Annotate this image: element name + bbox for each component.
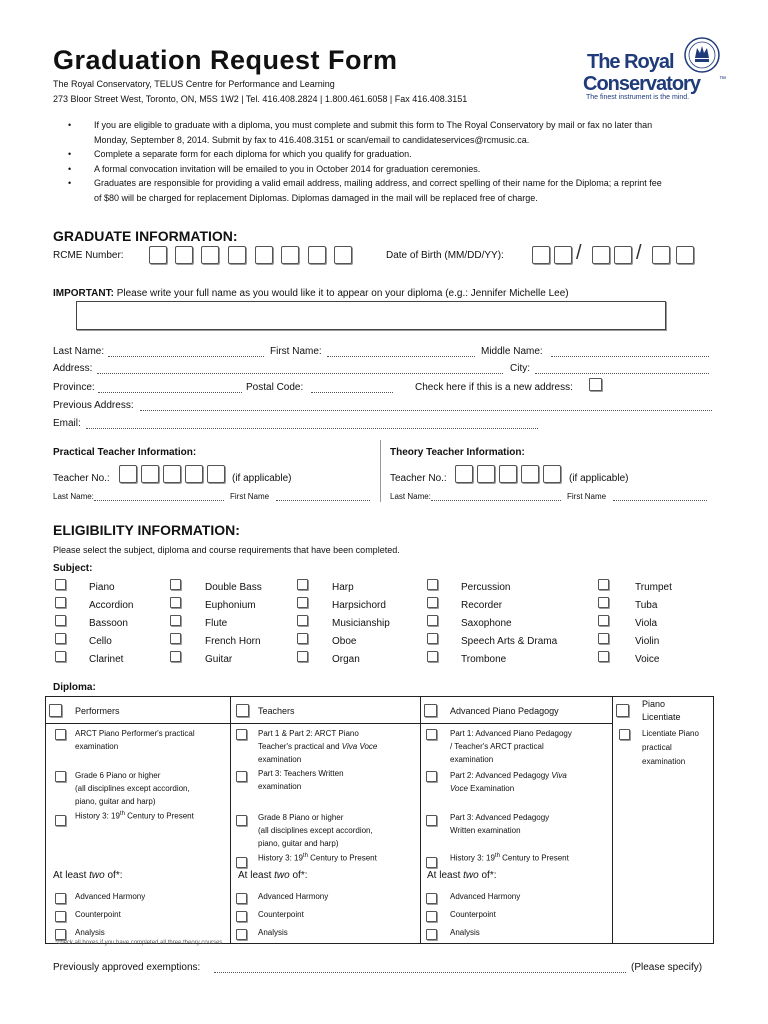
history-sup: th [494, 853, 500, 859]
teachers-req-text: Teacher's practical and [258, 742, 342, 751]
rcme-digit-box[interactable] [175, 246, 193, 264]
pedagogy-checkbox[interactable] [424, 704, 437, 717]
theory-last-name-label: Last Name: [390, 492, 431, 501]
subject-checkbox[interactable] [427, 597, 438, 608]
logo-tm: ™ [719, 76, 726, 83]
practical-last-name-field[interactable] [94, 500, 224, 501]
theory-checkbox[interactable] [236, 893, 247, 904]
theory-option: Counterpoint [75, 910, 121, 919]
teacher-digit-box[interactable] [185, 465, 203, 483]
bullet-item: • A formal convocation invitation will be emailed to you in October 2014 for graduation ceremonies. [78, 162, 662, 177]
rcme-digit-box[interactable] [281, 246, 299, 264]
logo [583, 38, 733, 108]
theory-checkbox[interactable] [55, 893, 66, 904]
subject-label-item: Flute [205, 618, 228, 629]
last-name-label: Last Name: [53, 346, 105, 357]
subject-label-item: Oboe [332, 636, 357, 647]
history-text: Century to Present [124, 811, 194, 821]
pedagogy-req-checkbox[interactable] [426, 815, 437, 826]
subject-label-item: Speech Arts & Drama [461, 636, 558, 647]
subject-checkbox[interactable] [55, 615, 66, 626]
bullet-item: • Complete a separate form for each diploma for which you qualify for graduation. [78, 147, 662, 162]
history-sup: th [302, 853, 308, 859]
subject-checkbox[interactable] [170, 597, 181, 608]
subject-checkbox[interactable] [598, 579, 609, 590]
subject-label-item: Euphonium [205, 600, 256, 611]
subject-label-item: Trumpet [635, 582, 672, 593]
pedagogy-req-italic: Voce [450, 784, 468, 793]
exemptions-field[interactable] [214, 972, 626, 973]
subject-label-item: Harpsichord [332, 600, 386, 611]
teachers-req [258, 727, 377, 766]
instructions-list [78, 118, 662, 205]
address-label: Address: [53, 363, 93, 374]
subject-checkbox[interactable] [427, 579, 438, 590]
teacher-digit-box[interactable] [163, 465, 181, 483]
at-least-performers [53, 870, 123, 882]
performers-checkbox[interactable] [49, 704, 62, 717]
pedagogy-req-line: Written examination [450, 826, 521, 835]
subject-checkbox[interactable] [170, 615, 181, 626]
pedagogy-req [450, 769, 567, 795]
theory-first-name-field[interactable] [613, 500, 707, 501]
teachers-req-checkbox[interactable] [236, 857, 247, 868]
theory-option: Analysis [258, 928, 288, 937]
diploma-col-divider [612, 696, 613, 944]
dob-digit-box[interactable] [554, 246, 572, 264]
history-text: Century to Present [307, 853, 377, 863]
dob-digit-box[interactable] [676, 246, 694, 264]
subject-checkbox[interactable] [427, 615, 438, 626]
teachers-req-line: Part 1 & Part 2: ARCT Piano [258, 729, 359, 738]
theory-option: Analysis [450, 928, 480, 937]
exemptions-suffix: (Please specify) [631, 962, 703, 973]
teacher-digit-box[interactable] [477, 465, 495, 483]
subject-label: Subject: [53, 563, 93, 574]
performers-req-line: piano, guitar and harp) [75, 797, 156, 806]
performers-req [75, 727, 195, 753]
full-name-box[interactable] [76, 301, 666, 330]
at-least-text: of*: [104, 870, 123, 881]
history-text: History 3: 19 [258, 853, 303, 863]
teachers-req-line: piano, guitar and harp) [258, 839, 339, 848]
at-least-teachers [238, 870, 308, 882]
pedagogy-req-line: / Teacher's ARCT practical [450, 742, 544, 751]
crest-icon [683, 36, 721, 74]
history-text: Century to Present [499, 853, 569, 863]
subject-label-item: Piano [89, 582, 115, 593]
performers-req-line: Grade 6 Piano or higher [75, 771, 161, 780]
at-least-text: At least [53, 870, 90, 881]
address-field[interactable] [97, 373, 503, 374]
city-label: City: [510, 363, 530, 374]
subject-checkbox[interactable] [55, 579, 66, 590]
subject-label-item: Percussion [461, 582, 511, 593]
pedagogy-req [450, 853, 569, 863]
theory-option: Advanced Harmony [258, 892, 329, 901]
new-address-label: Check here if this is a new address: [415, 382, 573, 393]
postal-code-label: Postal Code: [246, 382, 304, 393]
theory-teacher-no-label: Teacher No.: [390, 473, 447, 484]
practical-teacher-no-label: Teacher No.: [53, 473, 110, 484]
subject-checkbox[interactable] [170, 633, 181, 644]
province-field[interactable] [98, 392, 242, 393]
at-least-italic: two [89, 870, 105, 881]
subject-checkbox[interactable] [598, 651, 609, 662]
subject-checkbox[interactable] [297, 633, 308, 644]
licentiate-req [642, 727, 699, 769]
dob-digit-box[interactable] [532, 246, 550, 264]
subject-label-item: Voice [635, 654, 660, 665]
subject-checkbox[interactable] [297, 579, 308, 590]
theory-option: Advanced Harmony [75, 892, 146, 901]
subject-checkbox[interactable] [55, 633, 66, 644]
subject-checkbox[interactable] [598, 597, 609, 608]
dob-digit-box[interactable] [592, 246, 610, 264]
theory-checkbox[interactable] [236, 929, 247, 940]
dob-digit-box[interactable] [614, 246, 632, 264]
pedagogy-req-line [450, 782, 567, 795]
rcme-label: RCME Number: [53, 250, 124, 261]
teachers-req [258, 853, 377, 863]
subject-checkbox[interactable] [170, 651, 181, 662]
practical-if-applicable: (if applicable) [232, 473, 292, 484]
teacher-digit-box[interactable] [207, 465, 225, 483]
subject-label-item: Double Bass [205, 582, 262, 593]
theory-checkbox[interactable] [236, 911, 247, 922]
history-sup: th [119, 811, 125, 817]
subject-label-item: Organ [332, 654, 360, 665]
subject-checkbox[interactable] [170, 579, 181, 590]
diploma-col-divider [420, 696, 421, 944]
previous-address-label: Previous Address: [53, 400, 134, 411]
subject-label-item: Cello [89, 636, 112, 647]
licentiate-req-line: examination [642, 757, 686, 766]
pedagogy-req-line: Part 1: Advanced Piano Pedagogy [450, 729, 572, 738]
performers-req [75, 769, 190, 808]
theory-checkbox[interactable] [426, 929, 437, 940]
teacher-divider [380, 440, 381, 502]
pedagogy-req [450, 727, 572, 766]
licentiate-title-line: Licentiate [642, 712, 681, 722]
rcme-digit-box[interactable] [228, 246, 246, 264]
teacher-digit-box[interactable] [119, 465, 137, 483]
new-address-checkbox[interactable] [589, 378, 602, 391]
performers-req-line: (all disciplines except accordion, [75, 784, 190, 793]
teachers-req-line: Part 3: Teachers Written [258, 769, 344, 778]
licentiate-req-line: Licentiate Piano [642, 729, 699, 738]
pedagogy-req [450, 811, 549, 837]
subject-label-item: French Horn [205, 636, 261, 647]
at-least-text: At least [427, 870, 464, 881]
rcme-digit-box[interactable] [149, 246, 167, 264]
performers-req-line: examination [75, 742, 119, 751]
rcme-digit-box[interactable] [308, 246, 326, 264]
middle-name-field[interactable] [551, 356, 709, 357]
performers-req-line: ARCT Piano Performer's practical [75, 729, 195, 738]
theory-option: Analysis [75, 928, 105, 937]
performers-req-checkbox[interactable] [55, 729, 66, 740]
subject-checkbox[interactable] [598, 633, 609, 644]
last-name-field[interactable] [108, 356, 264, 357]
pedagogy-title: Advanced Piano Pedagogy [450, 706, 559, 716]
bullet-item: • Graduates are responsible for providing a valid email address, mailing address, and correct spelling of their name for the Diploma; a reprint fee [78, 176, 662, 191]
teacher-digit-box[interactable] [455, 465, 473, 483]
at-least-pedagogy [427, 870, 497, 882]
teachers-req-line [258, 740, 377, 753]
subject-label-item: Trombone [461, 654, 507, 665]
dob-label: Date of Birth (MM/DD/YY): [386, 250, 504, 261]
dob-digit-box[interactable] [652, 246, 670, 264]
subject-label-item: Accordion [89, 600, 134, 611]
licentiate-title [642, 698, 681, 724]
subject-label-item: Tuba [635, 600, 658, 611]
logo-tagline: The finest instrument is the mind. [586, 94, 690, 101]
theory-if-applicable: (if applicable) [569, 473, 629, 484]
history-text: History 3: 19 [75, 811, 120, 821]
licentiate-req-checkbox[interactable] [619, 729, 630, 740]
theory-teacher-heading: Theory Teacher Information: [390, 447, 525, 458]
subject-checkbox[interactable] [598, 615, 609, 626]
at-least-text: At least [238, 870, 275, 881]
teachers-req-line: Grade 8 Piano or higher [258, 813, 344, 822]
teacher-digit-box[interactable] [543, 465, 561, 483]
practical-teacher-heading: Practical Teacher Information: [53, 447, 197, 458]
city-field[interactable] [535, 373, 709, 374]
at-least-italic: two [463, 870, 479, 881]
at-least-italic: two [274, 870, 290, 881]
teachers-req-checkbox[interactable] [236, 729, 247, 740]
teachers-req-line: examination [258, 755, 302, 764]
first-name-field[interactable] [327, 356, 475, 357]
practical-first-name-label: First Name [230, 492, 270, 501]
dob-separator: / [636, 242, 642, 264]
licentiate-checkbox[interactable] [616, 704, 629, 717]
pedagogy-req-text: Examination [467, 784, 515, 793]
eligibility-heading: ELIGIBILITY INFORMATION: [53, 522, 240, 538]
subject-checkbox[interactable] [55, 651, 66, 662]
practical-last-name-label: Last Name: [53, 492, 94, 501]
postal-code-field[interactable] [311, 392, 393, 393]
rcme-digit-box[interactable] [255, 246, 273, 264]
teachers-req [258, 811, 373, 850]
theory-checkbox[interactable] [426, 893, 437, 904]
subject-label-item: Harp [332, 582, 354, 593]
subject-label-item: Musicianship [332, 618, 390, 629]
licentiate-req-line: practical [642, 743, 672, 752]
theory-first-name-label: First Name [567, 492, 607, 501]
pedagogy-req-checkbox[interactable] [426, 857, 437, 868]
bullet-item: • If you are eligible to graduate with a diploma, you must complete and submit this form to The Royal Conservatory by mail or fax no later than [78, 118, 662, 133]
form-title: Graduation Request Form [53, 45, 398, 75]
diploma-label: Diploma: [53, 682, 96, 693]
pedagogy-req-line [450, 769, 567, 782]
teacher-digit-box[interactable] [141, 465, 159, 483]
theory-option: Counterpoint [258, 910, 304, 919]
teachers-title: Teachers [258, 706, 295, 716]
teachers-checkbox[interactable] [236, 704, 249, 717]
teacher-digit-box[interactable] [499, 465, 517, 483]
licentiate-title-line: Piano [642, 699, 666, 709]
theory-option: Advanced Harmony [450, 892, 521, 901]
pedagogy-req-checkbox[interactable] [426, 771, 437, 782]
first-name-label: First Name: [270, 346, 322, 357]
province-label: Province: [53, 382, 95, 393]
subject-checkbox[interactable] [297, 651, 308, 662]
exemptions-label: Previously approved exemptions: [53, 962, 201, 973]
pedagogy-req-checkbox[interactable] [426, 729, 437, 740]
logo-text-2: Conservatory [583, 73, 700, 95]
rcme-digit-box[interactable] [201, 246, 219, 264]
middle-name-label: Middle Name: [481, 346, 543, 357]
pedagogy-req-text: Part 2: Advanced Pedagogy [450, 771, 552, 780]
subject-checkbox[interactable] [297, 597, 308, 608]
important-text: Please write your full name as you would like it to appear on your diploma (e.g.: Jennifer Michelle Lee) [113, 288, 569, 299]
email-label: Email: [53, 418, 81, 429]
theory-checkbox[interactable] [55, 929, 66, 940]
subject-checkbox[interactable] [55, 597, 66, 608]
subject-label-item: Bassoon [89, 618, 128, 629]
previous-address-field[interactable] [140, 410, 712, 411]
email-field[interactable] [86, 428, 538, 429]
theory-checkbox[interactable] [426, 911, 437, 922]
important-note [53, 288, 569, 300]
subject-checkbox[interactable] [427, 651, 438, 662]
subject-label-item: Viola [635, 618, 658, 629]
theory-last-name-field[interactable] [431, 500, 561, 501]
footnote: *check all boxes if you have completed all three theory courses [55, 940, 223, 946]
theory-option: Counterpoint [450, 910, 496, 919]
diploma-header-rule [45, 723, 613, 724]
bullet-item-cont: Monday, September 8, 2014. Submit by fax to 416.408.3151 or scan/email to candidateservices@rcmusic.ca. [94, 134, 530, 145]
graduate-heading: GRADUATE INFORMATION: [53, 228, 238, 244]
teachers-req-italic: Viva Voce [341, 742, 378, 751]
history-text: History 3: 19 [450, 853, 495, 863]
pedagogy-req-line: Part 3: Advanced Pedagogy [450, 813, 550, 822]
diploma-col-divider [230, 696, 231, 944]
subject-label-item: Recorder [461, 600, 503, 611]
subject-checkbox[interactable] [427, 633, 438, 644]
teachers-req-line: examination [258, 782, 302, 791]
eligibility-instruction: Please select the subject, diploma and course requirements that have been completed. [53, 545, 400, 555]
bullet-item-cont: of $80 will be charged for replacement Diplomas. Diplomas damaged in the mail will be replaced free of charge. [94, 192, 538, 203]
logo-text-1: The Royal [587, 51, 674, 73]
teacher-digit-box[interactable] [521, 465, 539, 483]
at-least-text: of*: [289, 870, 308, 881]
at-least-text: of*: [478, 870, 497, 881]
org-line: The Royal Conservatory, TELUS Centre for Performance and Learning [53, 79, 335, 89]
teachers-req-checkbox[interactable] [236, 771, 247, 782]
subject-label-item: Violin [635, 636, 660, 647]
address-line: 273 Bloor Street West, Toronto, ON, M5S 1W2 | Tel. 416.408.2824 | 1.800.461.6058 | Fax 416.408.3151 [53, 94, 468, 104]
subject-label-item: Saxophone [461, 618, 512, 629]
performers-req [75, 811, 194, 821]
subject-label-item: Clarinet [89, 654, 124, 665]
pedagogy-req-italic: Viva [551, 771, 567, 780]
teachers-req-checkbox[interactable] [236, 815, 247, 826]
teachers-req-line: (all disciplines except accordion, [258, 826, 373, 835]
pedagogy-req-line: examination [450, 755, 494, 764]
subject-label-item: Guitar [205, 654, 233, 665]
performers-title: Performers [75, 706, 120, 716]
teachers-req [258, 767, 344, 793]
dob-separator: / [576, 242, 582, 264]
practical-first-name-field[interactable] [276, 500, 370, 501]
performers-req-checkbox[interactable] [55, 771, 66, 782]
important-label: IMPORTANT: [53, 288, 114, 299]
performers-req-checkbox[interactable] [55, 815, 66, 826]
rcme-digit-box[interactable] [334, 246, 352, 264]
theory-checkbox[interactable] [55, 911, 66, 922]
subject-checkbox[interactable] [297, 615, 308, 626]
